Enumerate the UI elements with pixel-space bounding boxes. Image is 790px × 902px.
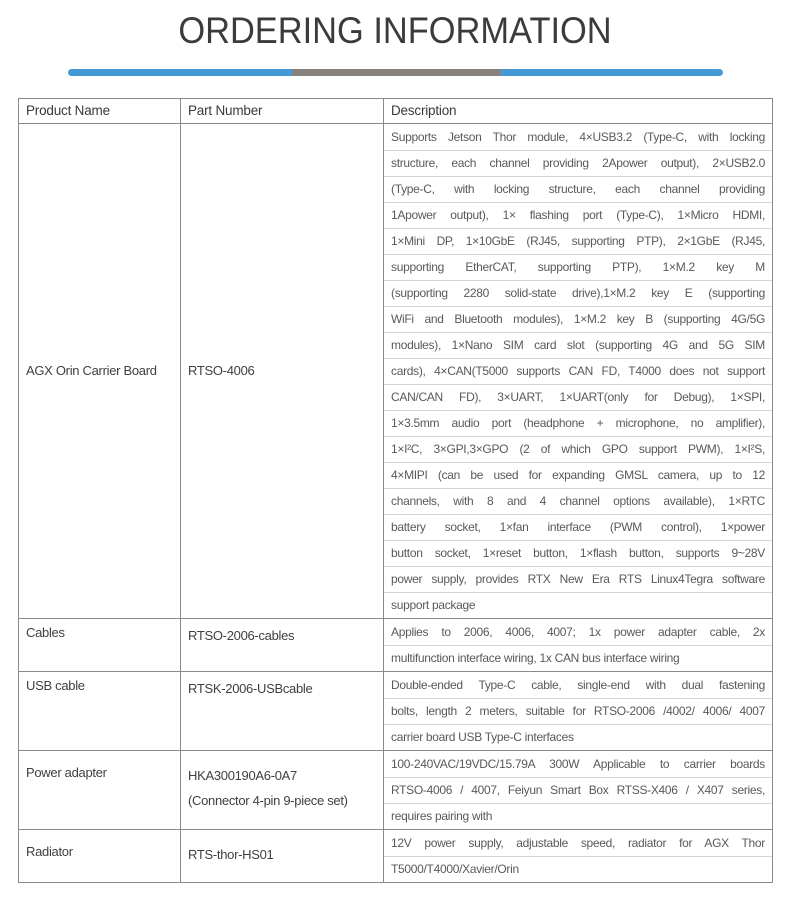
description-cell bbox=[384, 123, 773, 618]
part-number-cell bbox=[181, 123, 384, 618]
description-line: channels, with 8 and 4 channel options available), 1×RTC bbox=[384, 488, 772, 514]
description-line: Double-ended Type-C cable, single-end with dual fastening bbox=[391, 677, 765, 692]
description-line: cards), 4×CAN(T5000 supports CAN FD, T4000 does not support bbox=[384, 358, 772, 384]
product-name-cell: Radiator bbox=[19, 829, 181, 882]
table-row bbox=[19, 750, 773, 829]
description-line: RTSO-4006 / 4007, Feiyun Smart Box RTSS-X406 / X407 series, bbox=[384, 777, 772, 803]
description-cell bbox=[384, 750, 773, 829]
part-number-note: (Connector 4-pin 9-piece set) bbox=[188, 792, 348, 808]
description-cell bbox=[384, 829, 773, 882]
part-number: RTS-thor-HS01 bbox=[188, 846, 274, 862]
table-header-row bbox=[19, 98, 773, 123]
part-number-cell bbox=[181, 618, 384, 671]
product-name-cell: USB cable bbox=[19, 671, 181, 750]
table-row bbox=[19, 618, 773, 671]
product-name-cell: Cables bbox=[19, 618, 181, 671]
divider-segment-blue-left bbox=[68, 69, 292, 76]
description-line: bolts, length 2 meters, suitable for RTSO-2006 /4002/ 4006/ 4007 bbox=[384, 698, 772, 724]
description-line: 1×I²C, 3×GPI,3×GPO (2 of which GPO support PWM), 1×I²S, bbox=[384, 436, 772, 462]
table-body bbox=[19, 123, 773, 882]
description-cell bbox=[384, 618, 773, 671]
description-line: Applies to 2006, 4006, 4007; 1x power adapter cable, 2x bbox=[391, 624, 765, 639]
description-line: support package bbox=[384, 592, 772, 618]
description-line: T5000/T4000/Xavier/Orin bbox=[384, 856, 772, 882]
header-product-name: Product Name bbox=[19, 98, 181, 123]
description-line: 1Apower output), 1× flashing port (Type-C), 1×Micro HDMI, bbox=[384, 202, 772, 228]
part-number-cell bbox=[181, 829, 384, 882]
product-name-cell: Power adapter bbox=[19, 750, 181, 829]
header-description: Description bbox=[384, 98, 773, 123]
description-line: (supporting 2280 solid-state drive),1×M.2 key E (supporting bbox=[384, 280, 772, 306]
ordering-table bbox=[18, 98, 773, 883]
description-line: Supports Jetson Thor module, 4×USB3.2 (Type-C, with locking bbox=[391, 129, 765, 144]
description-cell bbox=[384, 671, 773, 750]
description-line: 1×Mini DP, 1×10GbE (RJ45, supporting PTP), 2×1GbE (RJ45, bbox=[384, 228, 772, 254]
description-line: CAN/CAN FD), 3×UART, 1×UART(only for Debug), 1×SPI, bbox=[384, 384, 772, 410]
part-number: HKA300190A6-0A7 bbox=[188, 767, 297, 783]
description-line: modules), 1×Nano SIM card slot (supporting 4G and 5G SIM bbox=[384, 332, 772, 358]
table-row bbox=[19, 123, 773, 618]
description-line: 12V power supply, adjustable speed, radiator for AGX Thor bbox=[391, 835, 765, 850]
part-number: RTSO-4006 bbox=[188, 362, 255, 378]
part-number-cell bbox=[181, 671, 384, 750]
description-line: supporting EtherCAT, supporting PTP), 1×M.2 key M bbox=[384, 254, 772, 280]
description-line: multifunction interface wiring, 1x CAN bus interface wiring bbox=[384, 645, 772, 671]
divider-segment-gray bbox=[292, 69, 502, 76]
description-line: power supply, provides RTX New Era RTS Linux4Tegra software bbox=[384, 566, 772, 592]
table-row bbox=[19, 829, 773, 882]
title-divider bbox=[68, 69, 723, 76]
description-line: battery socket, 1×fan interface (PWM control), 1×power bbox=[384, 514, 772, 540]
part-number-cell bbox=[181, 750, 384, 829]
divider-segment-blue-right bbox=[501, 69, 722, 76]
page-title: ORDERING INFORMATION bbox=[178, 10, 612, 51]
description-line: 100-240VAC/19VDC/15.79A 300W Applicable to carrier boards bbox=[391, 756, 765, 771]
description-line: 1×3.5mm audio port (headphone + microphone, no amplifier), bbox=[384, 410, 772, 436]
description-line: carrier board USB Type-C interfaces bbox=[384, 724, 772, 750]
part-number: RTSO-2006-cables bbox=[188, 627, 295, 643]
page bbox=[0, 10, 790, 902]
description-line: WiFi and Bluetooth modules), 1×M.2 key B (supporting 4G/5G bbox=[384, 306, 772, 332]
description-line: 4×MIPI (can be used for expanding GMSL camera, up to 12 bbox=[384, 462, 772, 488]
description-line: requires pairing with bbox=[384, 803, 772, 829]
header-part-number: Part Number bbox=[181, 98, 384, 123]
description-line: button socket, 1×reset button, 1×flash button, supports 9~28V bbox=[384, 540, 772, 566]
product-name-cell: AGX Orin Carrier Board bbox=[19, 123, 181, 618]
description-line: (Type-C, with locking structure, each channel providing bbox=[384, 176, 772, 202]
table-row bbox=[19, 671, 773, 750]
part-number: RTSK-2006-USBcable bbox=[188, 680, 313, 696]
description-line: structure, each channel providing 2Apower output), 2×USB2.0 bbox=[384, 150, 772, 176]
